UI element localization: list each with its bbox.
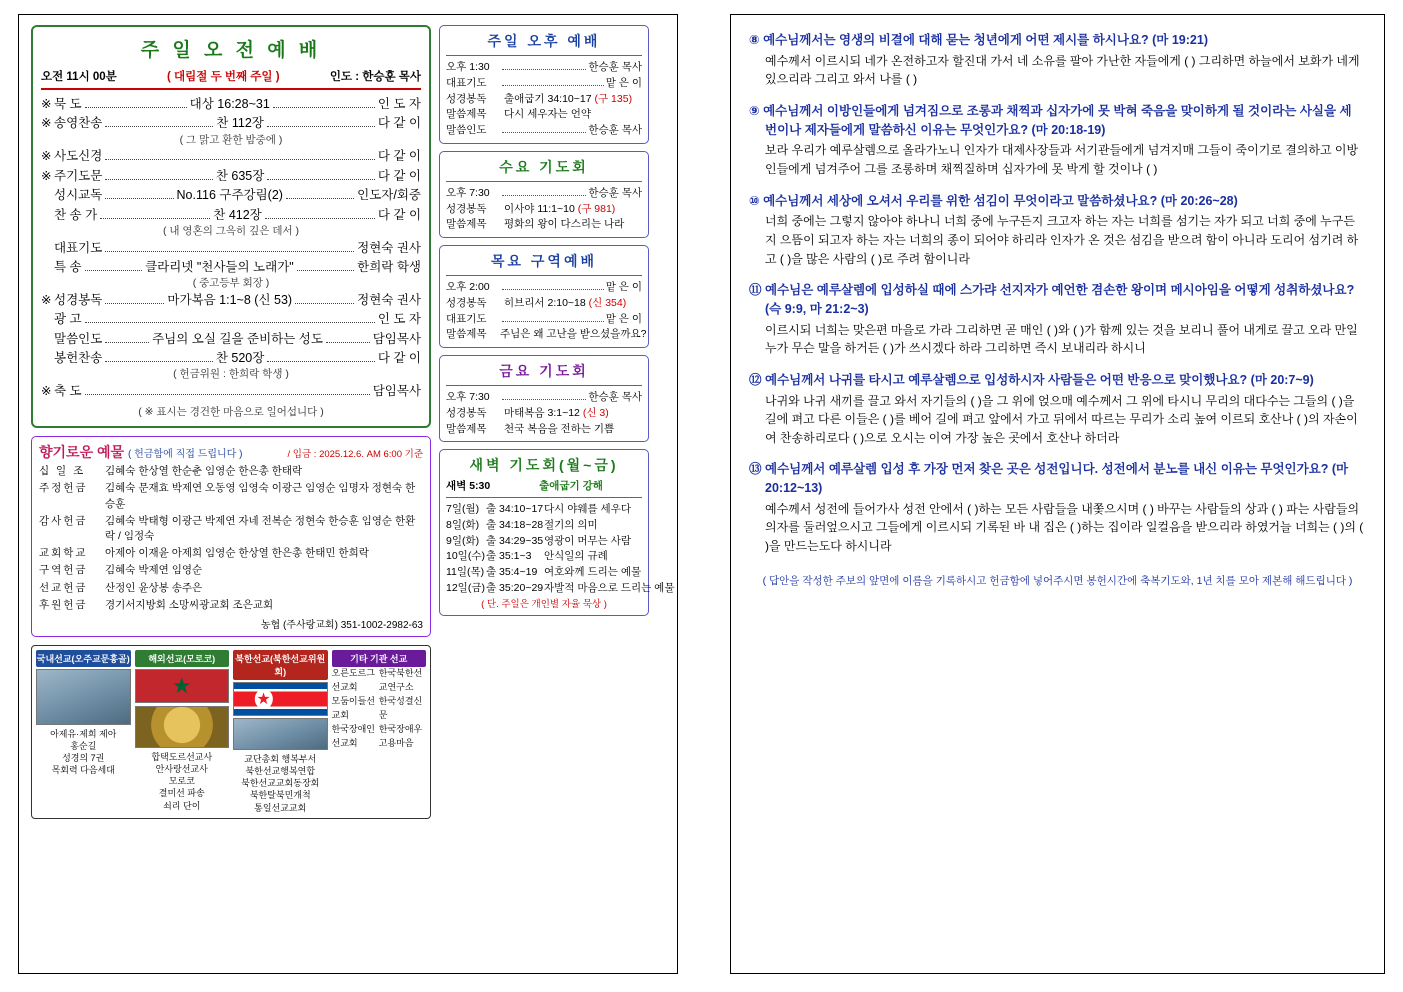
leader-dots [100, 218, 210, 219]
mission-org: 한국성결신문 [378, 695, 423, 720]
order-name: 성경봉독 [54, 292, 103, 307]
order-person: 다 같 이 [377, 149, 421, 164]
mission-line: 아제유·제희 제아 [50, 729, 117, 740]
dawn-topic: 절기의 의미 [544, 518, 598, 531]
order-item [41, 186, 421, 205]
service-row-key: 오후 2:00 [446, 281, 490, 293]
mission-box [31, 645, 431, 819]
service-row-key: 오후 1:30 [446, 61, 490, 73]
leader-dots [105, 303, 164, 304]
offering-category: 선교헌금 [39, 581, 88, 594]
question-number: ⑧ [749, 33, 760, 47]
leader-dots [105, 198, 173, 199]
order-marker: ※ [41, 168, 52, 183]
north-korea-flag-icon [233, 682, 328, 716]
order-person: 다 같 이 [377, 351, 421, 366]
mission-org: 한국장애우고용마음 [378, 723, 423, 748]
question-number: ⑪ [749, 283, 762, 298]
service-row-key: 오후 7:30 [446, 186, 490, 199]
order-name: 주기도문 [54, 168, 103, 183]
question-block [749, 281, 1366, 358]
order-name: 말씀인도 [54, 331, 103, 346]
service-row [446, 202, 642, 218]
question-number: ⑫ [749, 372, 762, 387]
sunday-morning-column [31, 25, 431, 819]
mission-org: 오른도르그선교회 [331, 668, 375, 692]
leader-dots [295, 303, 354, 304]
order-item [41, 147, 421, 166]
mission-line: 결미선 파송 [158, 788, 205, 799]
order-item [41, 95, 421, 114]
dawn-date: 10일(수) [446, 550, 485, 563]
service-row-value: 한승훈 목사 [588, 391, 642, 403]
mission-line: 북한선교교회동장회 [241, 778, 320, 789]
dawn-topic: 다시 야웨를 세우다 [544, 503, 631, 515]
leader-dots [326, 342, 370, 343]
offering-subtitle: ( 헌금함에 직접 드립니다 ) [128, 449, 243, 461]
service-row-key: 말씀제목 [446, 218, 487, 231]
mission-line: 쇠리 단이 [163, 800, 201, 811]
leader-dots [105, 342, 149, 343]
offering-row [39, 464, 423, 479]
dawn-row [446, 565, 642, 581]
dots [502, 132, 586, 133]
sunday-morning-title: 주 일 오 전 예 배 [140, 40, 322, 61]
dawn-date: 8일(화) [446, 518, 480, 531]
service-row-value: 이사야 11:1~10 (구 981) [504, 202, 616, 215]
service-row-key: 성경봉독 [446, 92, 487, 105]
leader-dots [85, 107, 187, 108]
order-item [41, 291, 421, 310]
service-row [446, 60, 642, 76]
dawn-passage: 출 35:20~29 [486, 581, 544, 594]
question-text: ⑧ 예수님께서는 영생의 비결에 대해 묻는 청년에게 어떤 제시를 하시나요? (마 19:21) [749, 33, 1208, 47]
service-row-key: 성경봉독 [446, 296, 487, 309]
service-row-key: 대표기도 [446, 312, 487, 325]
order-marker: ※ [41, 116, 52, 131]
service-row [446, 76, 642, 92]
question-text: ⑩ 예수님께서 세상에 오셔서 우리를 위한 섬김이 무엇이라고 말씀하셨나요? (마 20:26~28) [749, 193, 1238, 208]
service-row [446, 296, 642, 312]
order-name: 축 도 [54, 384, 82, 399]
mission-line: 목회력 다음세대 [51, 765, 115, 776]
offering-category: 후원헌금 [39, 598, 88, 611]
service-row-value: 마태복음 3:1~12 (신 3) [504, 406, 609, 419]
order-value: No.116 구주강림(2) [176, 188, 283, 203]
dawn-topic: 자발적 마음으로 드리는 예물 [544, 581, 675, 594]
order-item [41, 206, 421, 225]
mission-info [36, 728, 131, 777]
service-row-key: 말씀제목 [446, 422, 487, 435]
offering-names: 아제아 이재윤 아제희 임영순 한상열 한은총 한태민 한희락 [105, 547, 369, 560]
service-box [439, 355, 649, 442]
order-value: 찬 635장 [215, 168, 265, 183]
order-value: 주님의 오실 길을 준비하는 성도 [152, 331, 323, 346]
dawn-topic: 안식일의 규례 [544, 550, 608, 563]
order-value: 대상 16:28~31 [189, 97, 270, 111]
offering-names: 김혜숙 한상열 한순춘 임영순 한은총 한태락 [105, 465, 303, 478]
dawn-date: 7일(월) [446, 503, 480, 515]
leader-dots [286, 198, 354, 199]
mission-info [233, 753, 328, 814]
side-services-column [439, 25, 675, 819]
dawn-time: 새벽 5:30 [446, 480, 491, 493]
mission-org-row [332, 723, 427, 751]
mission-emblem [135, 706, 230, 748]
question-answer-list [749, 31, 1366, 556]
service-time: 오전 11시 00분 [41, 71, 117, 83]
dots [502, 289, 604, 290]
offering-category: 주정헌금 [39, 482, 88, 495]
mission-info [135, 751, 230, 812]
dawn-date: 9일(화) [446, 534, 480, 547]
dawn-passage: 출 34:10~17 [486, 503, 544, 515]
leader-dots [265, 218, 375, 219]
mission-line: 안사랑선교사 [155, 764, 208, 775]
order-item [41, 382, 421, 401]
question-block [749, 460, 1366, 555]
order-name: 찬 송 가 [54, 207, 98, 222]
service-row [446, 312, 642, 328]
leader-dots [105, 179, 213, 180]
dawn-row [446, 581, 675, 597]
order-name: 봉헌찬송 [54, 351, 103, 366]
service-box [439, 151, 649, 238]
order-person: 담임목사 [372, 384, 421, 399]
offering-names: 산정인 윤상봉 송주은 [105, 581, 203, 594]
leader-dots [267, 361, 375, 362]
leader-dots [105, 126, 213, 127]
answer-text[interactable]: 예수께서 이르시되 네가 온전하고자 할진대 가서 네 소유를 팔아 가난한 자들에게 ( ) 그리하면 하늘에서 보화가 네게 있으리라 그리고 와서 나를 ( ) [765, 53, 1360, 87]
mission-line: 북한선교행복연합 [245, 766, 316, 777]
mission-line: 성경의 7권 [62, 753, 105, 764]
service-row [446, 406, 642, 422]
order-person: 다 같 이 [377, 207, 422, 222]
offering-row [39, 514, 423, 544]
order-person: 인도자/회중 [357, 188, 422, 203]
offering-row [39, 598, 423, 613]
service-row-value: 한승훈 목사 [588, 124, 642, 136]
service-row-value: 맡 은 이 [605, 312, 642, 325]
service-row-value: 맡 은 이 [605, 76, 642, 89]
mission-org-row [332, 667, 427, 695]
offering-category: 감사헌금 [39, 514, 88, 527]
mission-grid [36, 650, 426, 814]
offering-names: 김혜숙 박태형 이광근 박제연 자네 전복순 정현숙 한승훈 임영순 한환락 / 임정숙 [105, 514, 416, 542]
offering-rows [39, 464, 423, 613]
dawn-date: 12일(금) [446, 581, 485, 594]
order-person: 다 같 이 [377, 168, 421, 183]
scripture-page-tag: (구 981) [577, 202, 616, 215]
question-number: ⑬ [749, 462, 762, 477]
dawn-rows [446, 502, 675, 597]
dawn-row [446, 518, 642, 534]
order-of-worship-list [41, 95, 421, 401]
question-block [749, 31, 1366, 89]
order-subnote: ( 헌금위원 : 한희락 학생 ) [173, 368, 289, 381]
order-item [41, 349, 421, 368]
order-person: 인 도 자 [377, 97, 421, 111]
service-row-key: 말씀인도 [446, 124, 487, 136]
offering-category: 구역헌금 [39, 564, 88, 577]
dawn-passage: 출 35:1~3 [486, 550, 532, 563]
answer-text[interactable]: 나귀와 나귀 새끼를 끌고 와서 자기들의 ( )을 그 위에 얹으매 예수께서 그 위에 타시니 무리의 대다수는 그들의 ( )을 길에 펴고 다른 이들은 ( )를 베어 길에 펴고 앞에서 가고 뒤에서 따르는 무리가 소리 높여 이르되 호산나 ( )의 자손이여 찬송하리로다 ( )으로 오시는 이여 가장 높은 곳에서 호산나 하더라 [765, 393, 1358, 445]
order-value: 찬 112장 [216, 116, 264, 131]
mission-header: 북한선교(북한선교위원회) [233, 650, 328, 680]
offering-category: 교회학교 [39, 547, 88, 560]
service-box [439, 25, 649, 144]
service-row-value: 평화의 왕이 다스리는 나라 [504, 218, 625, 231]
service-row-value: 한승훈 목사 [588, 61, 642, 73]
leader-dots [85, 270, 142, 271]
mission-column [135, 650, 230, 814]
offering-account: 농협 (주사랑교회) 351-1002-2982-63 [260, 620, 423, 632]
order-person: 정현숙 권사 [357, 240, 421, 255]
service-row-value: 출애굽기 34:10~17 (구 135) [504, 92, 633, 105]
service-row [446, 390, 642, 406]
leader-dots [85, 322, 375, 323]
order-marker: ※ [41, 292, 52, 307]
leader-dots [105, 361, 213, 362]
offering-box [31, 436, 431, 637]
dawn-row [446, 549, 642, 565]
order-item [41, 258, 421, 277]
order-person: 다 같 이 [377, 116, 422, 131]
right-sheet [730, 14, 1385, 974]
morocco-flag-icon [135, 669, 230, 703]
order-person: 인 도 자 [377, 312, 421, 327]
offering-names: 김혜숙 문재효 박제연 오동영 임영숙 이광근 임영순 임명자 정현숙 한승훈 [105, 482, 416, 510]
mission-column [36, 650, 131, 814]
order-name: 송영찬송 [54, 116, 103, 131]
order-marker: ※ [41, 149, 52, 164]
leader-dots [267, 126, 375, 127]
service-row [446, 422, 642, 438]
service-row [446, 92, 642, 108]
mission-org: 한국북한선교연구소 [378, 668, 423, 692]
question-block [749, 192, 1366, 269]
question-block [749, 102, 1366, 179]
dawn-topic: 여호와께 드리는 예물 [544, 566, 642, 578]
order-person: 한희락 학생 [357, 259, 422, 274]
scripture-page-tag: (신 354) [588, 296, 627, 309]
dawn-passage: 출 34:18~28 [486, 518, 544, 531]
mission-header: 기타 기관 선교 [332, 650, 427, 667]
offering-category: 십 일 조 [39, 465, 86, 478]
dots [502, 399, 586, 400]
dots [502, 321, 604, 322]
mission-org-list [332, 667, 427, 751]
mission-org: 모둠이들선교회 [331, 695, 375, 720]
dots [502, 195, 586, 196]
scripture-page-tag: (구 135) [594, 92, 633, 105]
question-text: ⑪ 예수님은 예루살렘에 입성하실 때에 스가랴 선지자가 예언한 겸손한 왕이며 메시아임을 어떻게 성취하셨나요? (슥 9:9, 마 21:2~3) [749, 283, 1355, 316]
offering-row [39, 481, 423, 511]
service-row-value: 맡 은 이 [605, 281, 642, 293]
answer-text[interactable]: 예수께서 성전에 들어가사 성전 안에서 ( )하는 모든 사람들을 내쫓으시며 ( ) 바꾸는 사람들의 상과 ( ) 파는 사람들의 의자를 둘러엎으시고 그들에게 이르시되 기록된 바 내 집은 ( )하는 집이라 일컬음을 받으리라 하였거늘 너희는 ( )의 ( )을 만드는도다 하시니라 [765, 501, 1364, 554]
dawn-date: 11일(목) [446, 566, 485, 578]
service-row-value: 한승훈 목사 [588, 186, 642, 199]
offering-row [39, 563, 423, 578]
service-box-title: 주일 오후 예배 [487, 33, 601, 49]
service-row-value: 주님은 왜 고난을 받으셨을까요? [500, 328, 647, 341]
question-text: ⑬ 예수님께서 예루살렘 입성 후 가장 먼저 찾은 곳은 성전입니다. 성전에서 분노를 내신 이유는 무엇인가요? (마 20:12~13) [749, 462, 1349, 496]
mission-header: 국내선교(오주교문흥골) [36, 650, 131, 667]
service-row-key: 말씀제목 [446, 328, 487, 341]
service-row-key: 오후 7:30 [446, 391, 490, 403]
dots [502, 69, 586, 70]
mission-column [332, 650, 427, 814]
service-row [446, 123, 642, 139]
mission-line: 모로코 [168, 776, 195, 787]
mission-header: 해외선교(모로코) [135, 650, 230, 667]
service-row-key: 성경봉독 [446, 406, 487, 419]
service-row [446, 107, 642, 123]
dawn-footer: ( 단. 주일은 개인별 자율 묵상 ) [481, 598, 607, 610]
scripture-page-tag: (신 3) [582, 406, 609, 419]
dawn-series: 출애굽기 강해 [539, 480, 603, 493]
dawn-row [446, 534, 642, 550]
order-name: 광 고 [54, 312, 82, 327]
service-row [446, 280, 642, 296]
leader-dots [267, 179, 375, 180]
answer-text[interactable]: 너희 중에는 그렇지 않아야 하나니 너희 중에 누구든지 크고자 하는 자는 너희를 섬기는 자가 되고 너희 중에 누구든지 으뜸이 되고자 하는 자는 너희의 종이 되어야 하리라 인자가 온 것은 섬김을 받으려 함이 아니라 도리어 섬기려 하고 ( )을 많은 사람의 ( )로 주려 함이니라 [765, 214, 1359, 266]
divider [446, 275, 642, 276]
leader-dots [297, 270, 354, 271]
service-box [439, 245, 649, 348]
offering-names: 경기서지방회 소망씨광교회 조은교회 [105, 598, 274, 611]
question-text: ⑨ 예수님께서 이방인들에게 넘겨짐으로 조롱과 채찍과 십자가에 못 박혀 죽음을 맞이하게 될 것이라는 사실을 세 번이나 제자들에게 말씀하신 이유는 무엇인가요? (마 20:18-19) [749, 103, 1352, 137]
dots [502, 85, 604, 86]
order-name: 성시교독 [54, 188, 103, 203]
service-row-key: 성경봉독 [446, 202, 487, 215]
mission-org-row [332, 695, 427, 723]
question-block [749, 371, 1366, 448]
order-name: 사도신경 [54, 149, 103, 164]
service-row-key: 대표기도 [446, 76, 487, 89]
mission-line: 합택도르선교사 [151, 752, 213, 763]
service-row-value: 다시 세우자는 언약 [504, 108, 591, 121]
dawn-topic: 영광이 머무는 사람 [544, 534, 631, 547]
answer-text[interactable]: 보라 우리가 예루살렘으로 올라가노니 인자가 대제사장들과 서기관들에게 넘겨지매 그들이 죽이기로 결의하고 이방인들에게 넘겨주어 그를 조롱하며 채찍질하며 십자가에 못 박게 할 것이나 ( ) [765, 143, 1359, 177]
order-person: 정현숙 권사 [357, 292, 422, 307]
service-leader: 인도 : 한승훈 목사 [329, 71, 421, 83]
order-footer-note: ( ※ 표시는 경건한 마음으로 일어섭니다 ) [138, 406, 324, 419]
leader-dots [105, 159, 375, 160]
order-item [41, 114, 421, 133]
mission-column [233, 650, 328, 814]
offering-timestamp: / 입금 : 2025.12.6. AM 6:00 기준 [287, 449, 423, 461]
order-name: 대표기도 [54, 240, 103, 255]
service-box-title: 수요 기도회 [499, 158, 589, 175]
divider [446, 497, 642, 498]
service-row-key: 말씀제목 [446, 108, 487, 121]
order-subnote: ( 그 맑고 환한 밤중에 ) [179, 133, 283, 146]
service-box-title: 목요 구역예배 [490, 253, 598, 269]
leader-dots [105, 251, 354, 252]
leader-dots [273, 107, 375, 108]
offering-row [39, 581, 423, 596]
offering-title: 향기로운 예물 [39, 444, 125, 461]
mission-org: 한국장애인선교회 [331, 723, 375, 748]
divider [446, 385, 642, 386]
service-season: ( 대림절 두 번째 주일 ) [167, 71, 280, 83]
mission-line: 교단총회 행복부서 [244, 754, 317, 765]
question-text: ⑫ 예수님께서 나귀를 타시고 예루살렘으로 입성하시자 사람들은 어떤 반응으로 맞이했나요? (마 20:7~9) [749, 372, 1314, 387]
offering-row [39, 546, 423, 561]
order-value: 찬 520장 [215, 351, 265, 366]
offering-names: 김혜숙 박제연 임영순 [105, 564, 203, 577]
order-subnote: ( 중고등부 회장 ) [192, 277, 270, 290]
order-item [41, 330, 421, 349]
order-item [41, 310, 421, 329]
order-item [41, 239, 421, 258]
mission-line: 북한탈북민개척 [249, 790, 311, 801]
side-service-boxes [439, 25, 649, 442]
service-row [446, 327, 647, 343]
service-row [446, 186, 642, 202]
service-row-value: 천국 복음을 전하는 기쁨 [504, 422, 615, 435]
left-sheet [18, 14, 678, 974]
divider [446, 55, 642, 56]
answer-text[interactable]: 이르시되 너희는 맞은편 마을로 가라 그리하면 곧 매인 ( )와 ( )가 함께 있는 것을 보리니 풀어 내게로 끌고 오라 만일 누가 무슨 말을 하거든 ( )가 쓰시겠다 하라 그리하면 즉시 보내리라 하시니 [765, 322, 1358, 356]
mission-line: 홍순길 [70, 741, 97, 752]
order-subnote: ( 내 영혼의 그윽히 깊은 데서 ) [162, 224, 300, 237]
dawn-prayer-title: 새벽 기도회(월~금) [469, 457, 619, 474]
dawn-passage: 출 35:4~19 [486, 566, 538, 578]
sunday-morning-service-box [31, 25, 431, 428]
question-number: ⑨ [749, 103, 760, 118]
mission-photo [233, 718, 328, 750]
divider [41, 88, 421, 90]
service-box-title: 금요 기도회 [499, 363, 589, 379]
order-value: 마가복음 1:1~8 (신 53) [167, 292, 293, 307]
question-number: ⑩ [749, 193, 760, 208]
mission-photo [36, 669, 131, 725]
service-row-value: 히브리서 2:10~18 (신 354) [504, 296, 627, 309]
order-item [41, 167, 421, 186]
order-marker: ※ [41, 384, 52, 399]
divider [446, 181, 642, 182]
order-value: 클라리넷 "천사들의 노래가" [145, 259, 294, 274]
dawn-prayer-box [439, 449, 675, 616]
leader-dots [85, 394, 370, 395]
order-value: 찬 412장 [213, 207, 262, 222]
dawn-passage: 출 34:29~35 [486, 534, 544, 547]
order-marker: ※ [41, 97, 52, 111]
service-row [446, 217, 642, 233]
order-person: 담임목사 [372, 331, 421, 346]
order-name: 묵 도 [54, 97, 82, 111]
dawn-row [446, 502, 642, 518]
right-footer-note: ( 답안을 작성한 주보의 앞면에 이름을 기록하시고 헌금함에 넣어주시면 봉헌시간에 축복기도와, 1년 치를 모아 제본해 해드립니다 ) [762, 574, 1353, 587]
mission-line: 통일선교교회 [254, 802, 307, 813]
order-name: 특 송 [54, 259, 82, 274]
